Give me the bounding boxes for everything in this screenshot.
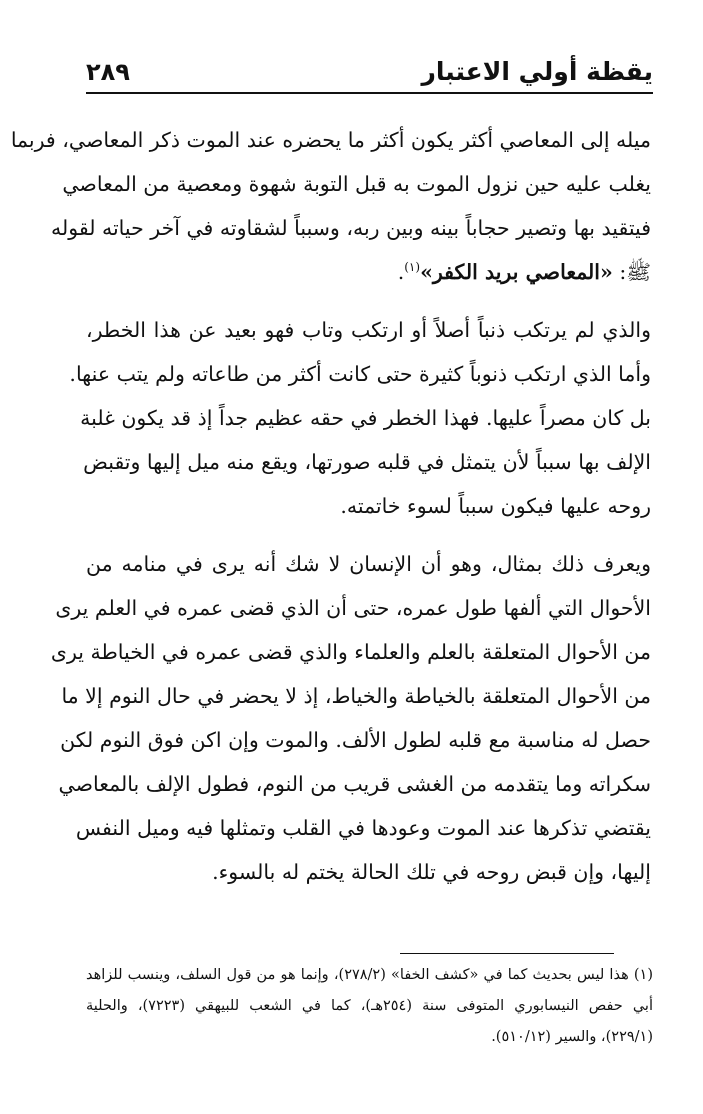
hadith-quote: «المعاصي بريد الكفر»	[420, 260, 613, 284]
text-line: يقتضي تذكرها عند الموت وعودها في القلب وتمثلها فيه وميل النفس	[75, 816, 651, 840]
prophet-salutation: ﷺ:	[612, 260, 651, 284]
text-line: والذي لم يرتكب ذنباً أصلاً أو ارتكب وتاب فهو بعيد عن هذا الخطر،	[86, 318, 651, 342]
footnote-line: (٢٢٩/١)، والسير (٥١٠/١٢).	[491, 1029, 653, 1045]
paragraph-1	[10, 118, 651, 294]
paragraph-3	[50, 542, 651, 894]
text-line: بل كان مصراً عليها. فهذا الخطر في حقه عظيم جداً إذ قد يكون غلبة	[80, 406, 651, 430]
text-line: يغلب عليه حين نزول الموت به قبل التوبة شهوة ومعصية من المعاصي	[62, 172, 651, 196]
text-line	[86, 250, 651, 294]
text-line: من الأحوال المتعلقة بالعلم والعلماء والذي قضى عمره في الخياطة يرى	[50, 640, 651, 664]
running-title: يقظة أولي الاعتبار	[421, 57, 653, 86]
text-line: إليها، وإن قبض روحه في تلك الحالة يختم له بالسوء.	[212, 860, 651, 884]
text-line: الإلف بها سبباً لأن يتمثل في قلبه صورتها، ويقع منه ميل إليها وتقبض	[83, 450, 651, 474]
page-header	[86, 55, 653, 89]
header-rule	[86, 92, 653, 94]
footnote-rule	[400, 953, 614, 954]
text-line: ويعرف ذلك بمثال، وهو أن الإنسان لا شك أنه يرى في منامه من	[86, 552, 651, 576]
footnote-line: أبي حفص النيسابوري المتوفى سنة (٢٥٤هـ)، كما في الشعب للبيهقي (٧٢٢٣)، والحلية	[86, 998, 653, 1014]
footnote-ref[interactable]: (١)	[404, 260, 421, 275]
text-line: الأحوال التي ألفها طول عمره، حتى أن الذي قضى عمره في العلم يرى	[55, 596, 651, 620]
paragraph-2	[69, 308, 651, 528]
footnotes	[86, 960, 653, 1053]
text-line: روحه عليها فيكون سبباً لسوء خاتمته.	[340, 494, 651, 518]
line-end-punctuation: .	[397, 260, 405, 284]
text-line: حصل له مناسبة مع قلبه لطول الألف. والموت وإن اكن فوق النوم لكن	[60, 728, 651, 752]
body-text	[10, 118, 651, 894]
text-line: من الأحوال المتعلقة بالخياطة والخياط، إذ لا يحضر في حال النوم إلا ما	[61, 684, 651, 708]
footnote-line: (١) هذا ليس بحديث كما في «كشف الخفا» (٢٧٨/٢)، وإنما هو من قول السلف، وينسب للزاهد	[86, 967, 653, 983]
text-line: ميله إلى المعاصي أكثر يكون أكثر ما يحضره عند الموت ذكر المعاصي، فربما	[10, 128, 651, 152]
page-number: ٢٨٩	[86, 58, 130, 86]
text-line: وأما الذي ارتكب ذنوباً كثيرة حتى كانت أكثر من طاعاته ولم يتب عنها.	[69, 362, 651, 386]
text-line: فيتقيد بها وتصير حجاباً بينه وبين ربه، وسبباً لشقاوته في آخر حياته لقوله	[51, 216, 651, 240]
text-line: سكراته وما يتقدمه من الغشى قريب من النوم، فطول الإلف بالمعاصي	[58, 772, 651, 796]
